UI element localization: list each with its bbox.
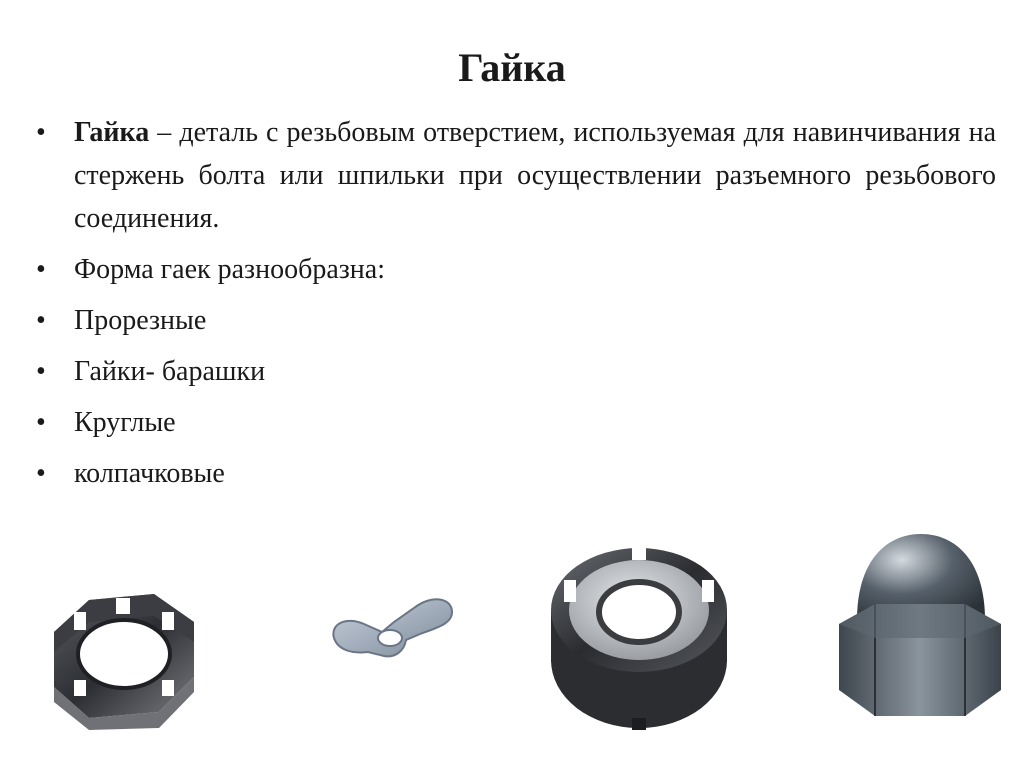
- bullet-definition: [36, 111, 996, 240]
- bullet-dot: •: [36, 117, 46, 148]
- bullet-dot: •: [36, 356, 46, 387]
- bullet-text: Прорезные: [74, 305, 207, 336]
- bullet-item: [36, 299, 996, 342]
- bullet-dot: •: [36, 458, 46, 489]
- bullet-dot: •: [36, 254, 46, 285]
- bullet-text: колпачковые: [74, 458, 225, 489]
- nut-images: [0, 520, 1024, 767]
- definition-text: – деталь с резьбовым отверстием, используемая для навинчивания на стержень болта или шпильки при осуществлении разъемного резьбового соединения.: [74, 117, 996, 234]
- wing-nut-icon: [328, 580, 458, 670]
- cap-nut-icon: [835, 520, 1005, 720]
- bullet-item: [36, 452, 996, 495]
- slide-title: Гайка: [458, 45, 566, 90]
- bullet-list: [36, 111, 996, 503]
- bullet-text: Гайки- барашки: [74, 356, 266, 387]
- castle-nut-icon: [44, 582, 204, 732]
- bullet-text: Форма гаек разнообразна:: [74, 254, 385, 285]
- bullet-item: [36, 350, 996, 393]
- bullet-dot: •: [36, 407, 46, 438]
- bullet-item: [36, 248, 996, 291]
- bullet-dot: •: [36, 305, 46, 336]
- bullet-item: [36, 401, 996, 444]
- definition-term: Гайка: [74, 117, 150, 148]
- round-slotted-nut-icon: [544, 540, 734, 735]
- bullet-text: Круглые: [74, 407, 176, 438]
